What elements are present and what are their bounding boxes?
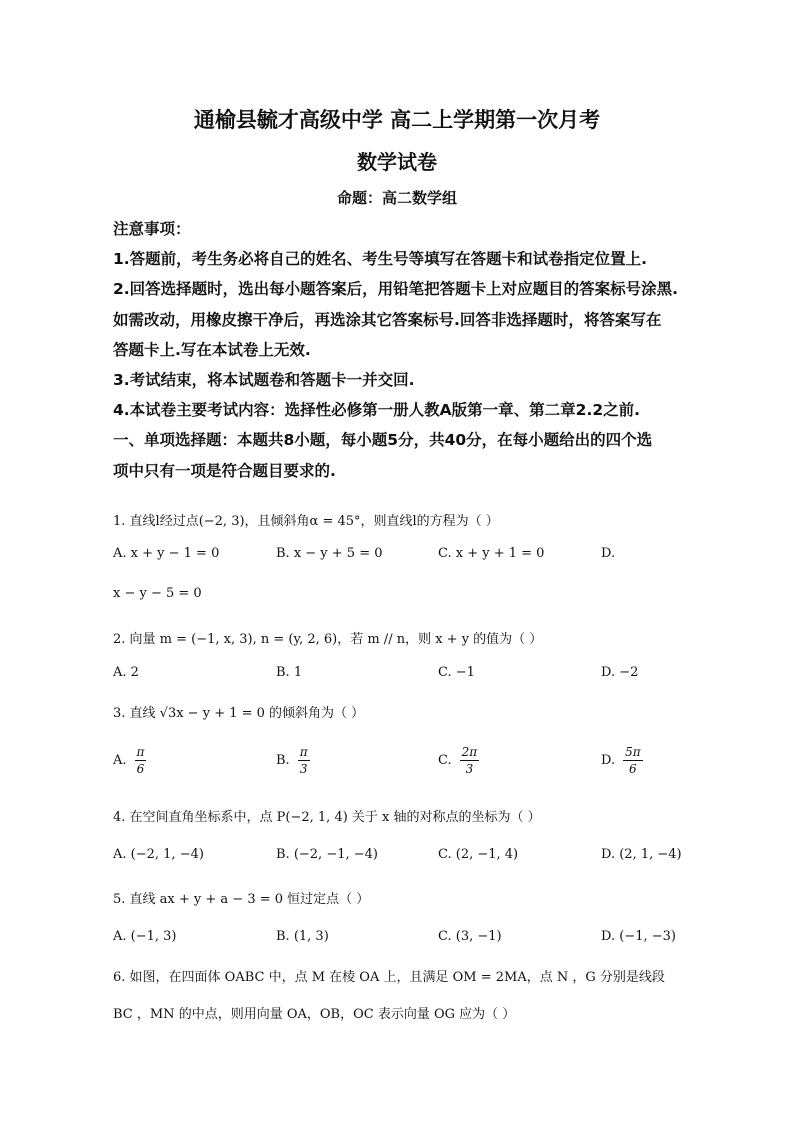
- q5-option-d[interactable]: D. (−1, −3): [601, 929, 676, 944]
- q4-option-d[interactable]: D. (2, 1, −4): [601, 847, 682, 862]
- question-1-stem: 1. 直线l经过点(−2, 3)，且倾斜角α = 45°，则直线l的方程为（ ）: [113, 514, 499, 529]
- question-5-options: [113, 929, 713, 959]
- q4-option-b[interactable]: B. (−2, −1, −4): [276, 847, 378, 862]
- fraction-numerator: 2π: [461, 745, 478, 759]
- instructions-block: [113, 214, 693, 486]
- fraction-denominator: 3: [299, 762, 308, 776]
- q5-option-b[interactable]: B. (1, 3): [276, 929, 329, 944]
- q1-option-d-text: x − y − 5 = 0: [113, 586, 202, 601]
- q3-option-d[interactable]: [601, 744, 643, 777]
- q5-option-c[interactable]: C. (3, −1): [438, 929, 502, 944]
- question-4-stem: 4. 在空间直角坐标系中，点 P(−2, 1, 4) 关于 x 轴的对称点的坐标为（ ）: [113, 810, 541, 825]
- q3-option-c-fraction: [460, 744, 480, 777]
- q2-option-d[interactable]: D. −2: [601, 665, 639, 680]
- q3-option-a-label: A.: [113, 753, 127, 768]
- exam-title: 通榆县毓才高级中学 高二上学期第一次月考: [193, 107, 601, 132]
- question-5-stem: 5. 直线 ax + y + a − 3 = 0 恒过定点（ ）: [113, 892, 370, 907]
- fraction-numerator: π: [299, 745, 308, 759]
- fraction-denominator: 6: [629, 762, 637, 776]
- q2-option-c[interactable]: C. −1: [438, 665, 475, 680]
- q4-option-c[interactable]: C. (2, −1, 4): [438, 847, 519, 862]
- exam-author: 命题：高二数学组: [336, 189, 457, 207]
- q2-option-a[interactable]: A. 2: [113, 665, 139, 680]
- q3-option-a-fraction: [135, 744, 147, 777]
- fraction-denominator: 3: [465, 762, 474, 776]
- q3-option-c[interactable]: [438, 744, 479, 777]
- q2-option-b[interactable]: B. 1: [276, 665, 303, 680]
- instruction-line: 4.本试卷主要考试内容：选择性必修第一册人教A版第一章、第二章2.2之前.: [113, 401, 641, 420]
- q3-option-b-label: B.: [276, 753, 290, 768]
- instruction-line: 如需改动，用橡皮擦干净后，再选涂其它答案标号.回答非选择题时，将答案写在: [113, 310, 662, 329]
- q4-option-a[interactable]: A. (−2, 1, −4): [113, 847, 204, 862]
- section-heading: 一、单项选择题：本题共8小题，每小题5分，共40分，在每小题给出的四个选: [113, 431, 653, 450]
- instruction-line: 答题卡上.写在本试卷上无效.: [113, 340, 311, 359]
- question-4-options: [113, 847, 713, 877]
- q5-option-a[interactable]: A. (−1, 3): [113, 929, 177, 944]
- q3-option-d-label: D.: [601, 753, 616, 768]
- question-6-stem-cont: BC ，MN 的中点，则用向量 OA，OB，OC 表示向量 OG 应为（ ）: [113, 1007, 516, 1022]
- question-3-options: [113, 744, 713, 784]
- exam-subtitle: 数学试卷: [357, 150, 437, 174]
- q1-option-a[interactable]: A. x + y − 1 = 0: [113, 546, 220, 561]
- question-2-options: [113, 665, 713, 695]
- question-3-stem: 3. 直线 √3x − y + 1 = 0 的倾斜角为（ ）: [113, 706, 365, 721]
- fraction-numerator: 5π: [625, 745, 641, 759]
- q1-option-b[interactable]: B. x − y + 5 = 0: [276, 546, 383, 561]
- q3-option-a[interactable]: [113, 744, 146, 777]
- instructions-heading: 注意事项：: [113, 220, 191, 238]
- section-heading-cont: 项中只有一项是符合题目要求的.: [113, 461, 336, 480]
- q1-option-c[interactable]: C. x + y + 1 = 0: [438, 546, 545, 561]
- instruction-line: 2.回答选择题时，选出每小题答案后，用铅笔把答题卡上对应题目的答案标号涂黑.: [113, 280, 679, 299]
- q3-option-b-fraction: [298, 744, 310, 777]
- instruction-line: 3.考试结束，将本试题卷和答题卡一并交回.: [113, 371, 415, 390]
- question-2-stem: 2. 向量 m = (−1, x, 3), n = (y, 2, 6)，若 m // n，则 x + y 的值为（ ）: [113, 632, 543, 647]
- q1-option-d[interactable]: D.: [601, 546, 616, 561]
- q3-option-c-label: C.: [438, 753, 452, 768]
- q3-option-d-fraction: [623, 744, 643, 777]
- fraction-denominator: 6: [136, 762, 145, 776]
- instruction-line: 1.答题前，考生务必将自己的姓名、考生号等填写在答题卡和试卷指定位置上.: [113, 250, 648, 269]
- fraction-numerator: π: [136, 745, 145, 759]
- question-1-options: [113, 546, 713, 576]
- question-6-stem: 6. 如图，在四面体 OABC 中，点 M 在棱 OA 上，且满足 OM = 2MA，点 N ，G 分别是线段: [113, 970, 665, 985]
- q3-option-b[interactable]: [276, 744, 310, 777]
